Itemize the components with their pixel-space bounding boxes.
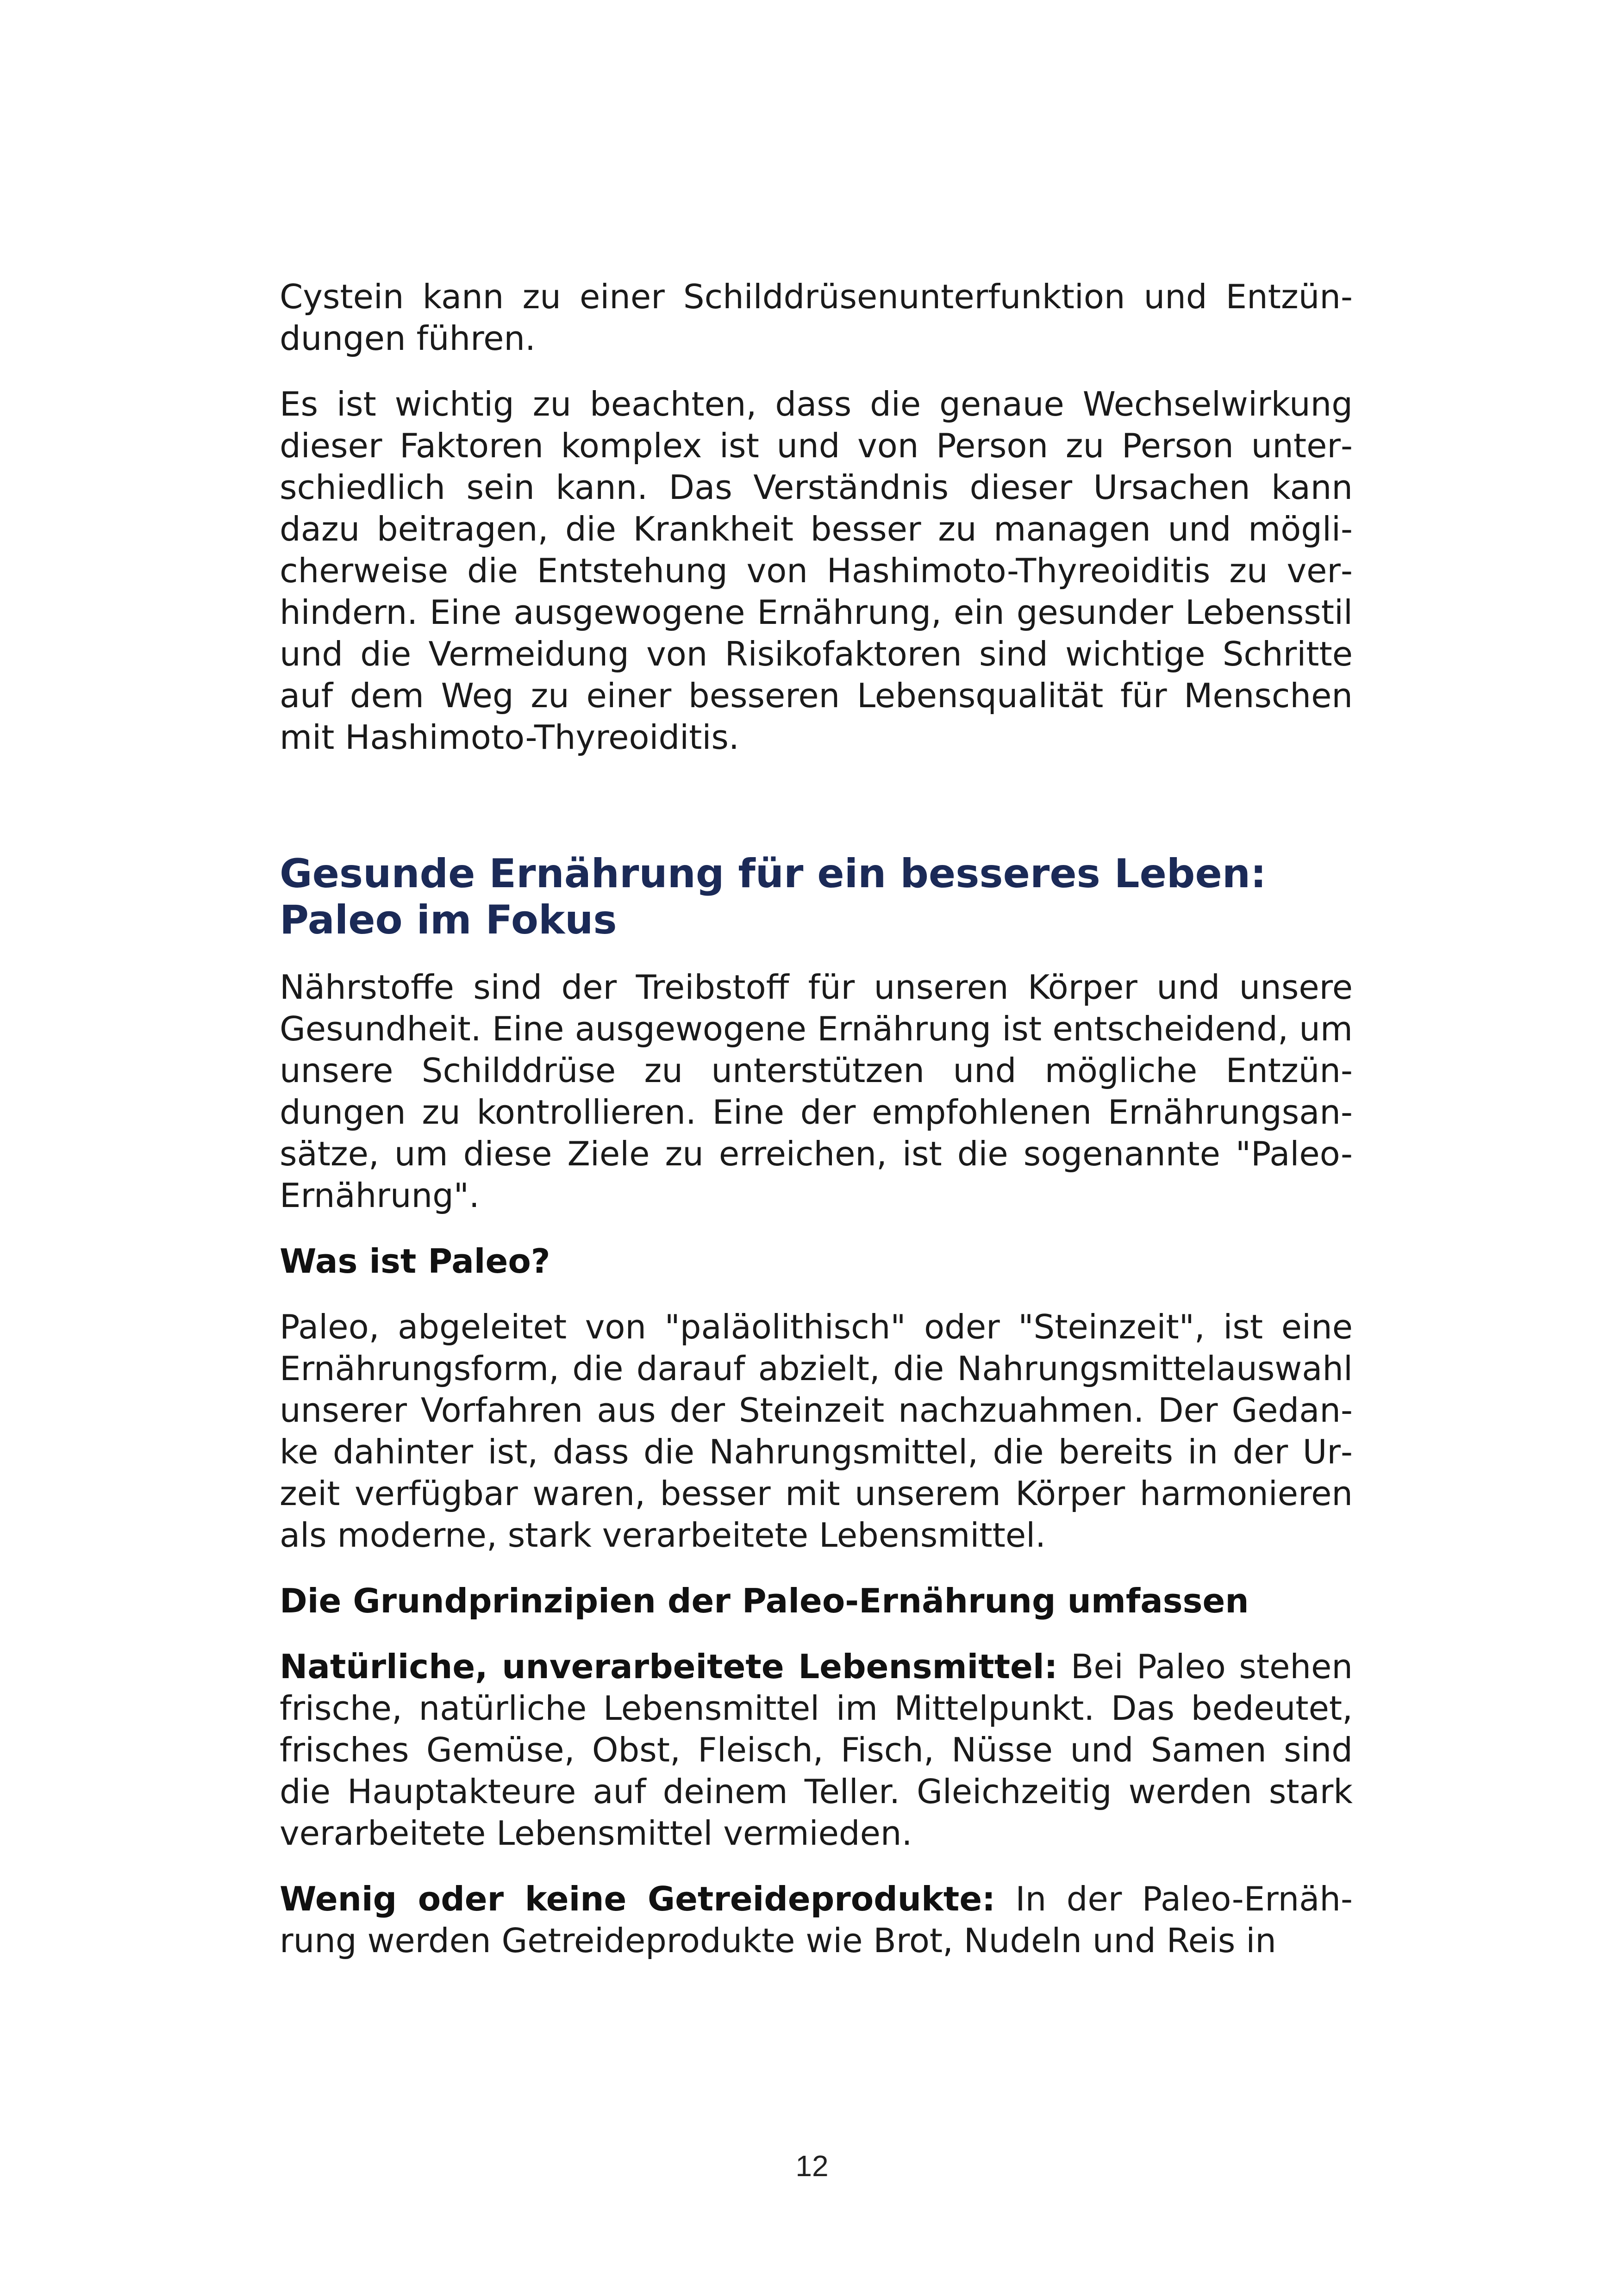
principle-text: In der Paleo-Ernährung werden Getreideprodukte wie Brot, Nudeln und Reis in xyxy=(280,1879,1353,1960)
body-paragraph: Es ist wichtig zu beachten, dass die genaue Wechselwirkung dieser Faktoren komplex ist und von Person zu Person unterschiedlich sein kann. Das Verständnis dieser Ursachen kann dazu beitragen, die Krankheit besser zu managen und möglicherweise die Entstehung von Hashimoto-Thyreoiditis zu verhindern. Eine ausgewogene Ernährung, ein gesunder Lebensstil und die Vermeidung von Risikofaktoren sind wichtige Schritte auf dem Weg zu einer besseren Lebensqualität für Menschen mit Hashimoto-Thyreoiditis. xyxy=(280,385,1353,757)
principle-term: Wenig oder keine Getreideprodukte: xyxy=(280,1879,995,1918)
principle-text: Bei Paleo stehen frische, natürliche Lebensmittel im Mittelpunkt. Das bedeutet, frisches Gemüse, Obst, Fleisch, Fisch, Nüsse und Samen sind die Hauptakteure auf deinem Teller. Gleichzeitig werden stark verarbeitete Lebensmittel vermieden. xyxy=(280,1647,1353,1853)
section-heading xyxy=(280,851,1353,943)
subheading-principles: Die Grundprinzipien der Paleo-Ernährung umfassen xyxy=(280,1581,1249,1620)
subheading-what-is-paleo: Was ist Paleo? xyxy=(280,1242,550,1281)
page-content xyxy=(280,276,1353,1985)
principle-term: Natürliche, unverarbeitete Lebensmittel: xyxy=(280,1647,1058,1686)
body-paragraph: Cystein kann zu einer Schilddrüsenunterfunktion und Entzündungen führen. xyxy=(280,277,1353,358)
page-number: 12 xyxy=(795,2149,829,2183)
what-is-paleo-paragraph: Paleo, abgeleitet von "paläolithisch" oder "Steinzeit", ist eine Ernährungsform, die darauf abzielt, die Nahrungsmittelauswahl unserer Vorfahren aus der Steinzeit nachzuahmen. Der Gedanke dahinter ist, dass die Nahrungsmittel, die bereits in der Urzeit verfügbar waren, besser mit unserem Körper harmonieren als moderne, stark verarbeitete Lebensmittel. xyxy=(280,1307,1353,1555)
principle-paragraph xyxy=(280,1878,1353,1961)
section-heading-line: Gesunde Ernährung für ein besseres Leben: xyxy=(280,851,1267,897)
intro-paragraph: Nährstoffe sind der Treibstoff für unseren Körper und unsere Gesundheit. Eine ausgewogene Ernährung ist entscheidend, um unsere Schilddrüse zu unterstützen und mögliche Entzündungen zu kontrollieren. Eine der empfohlenen Ernährungsansätze, um diese Ziele zu erreichen, ist die sogenannte "Paleo-Ernährung". xyxy=(280,968,1353,1215)
principle-paragraph xyxy=(280,1646,1353,1854)
section-heading-line: Paleo im Fokus xyxy=(280,897,617,943)
